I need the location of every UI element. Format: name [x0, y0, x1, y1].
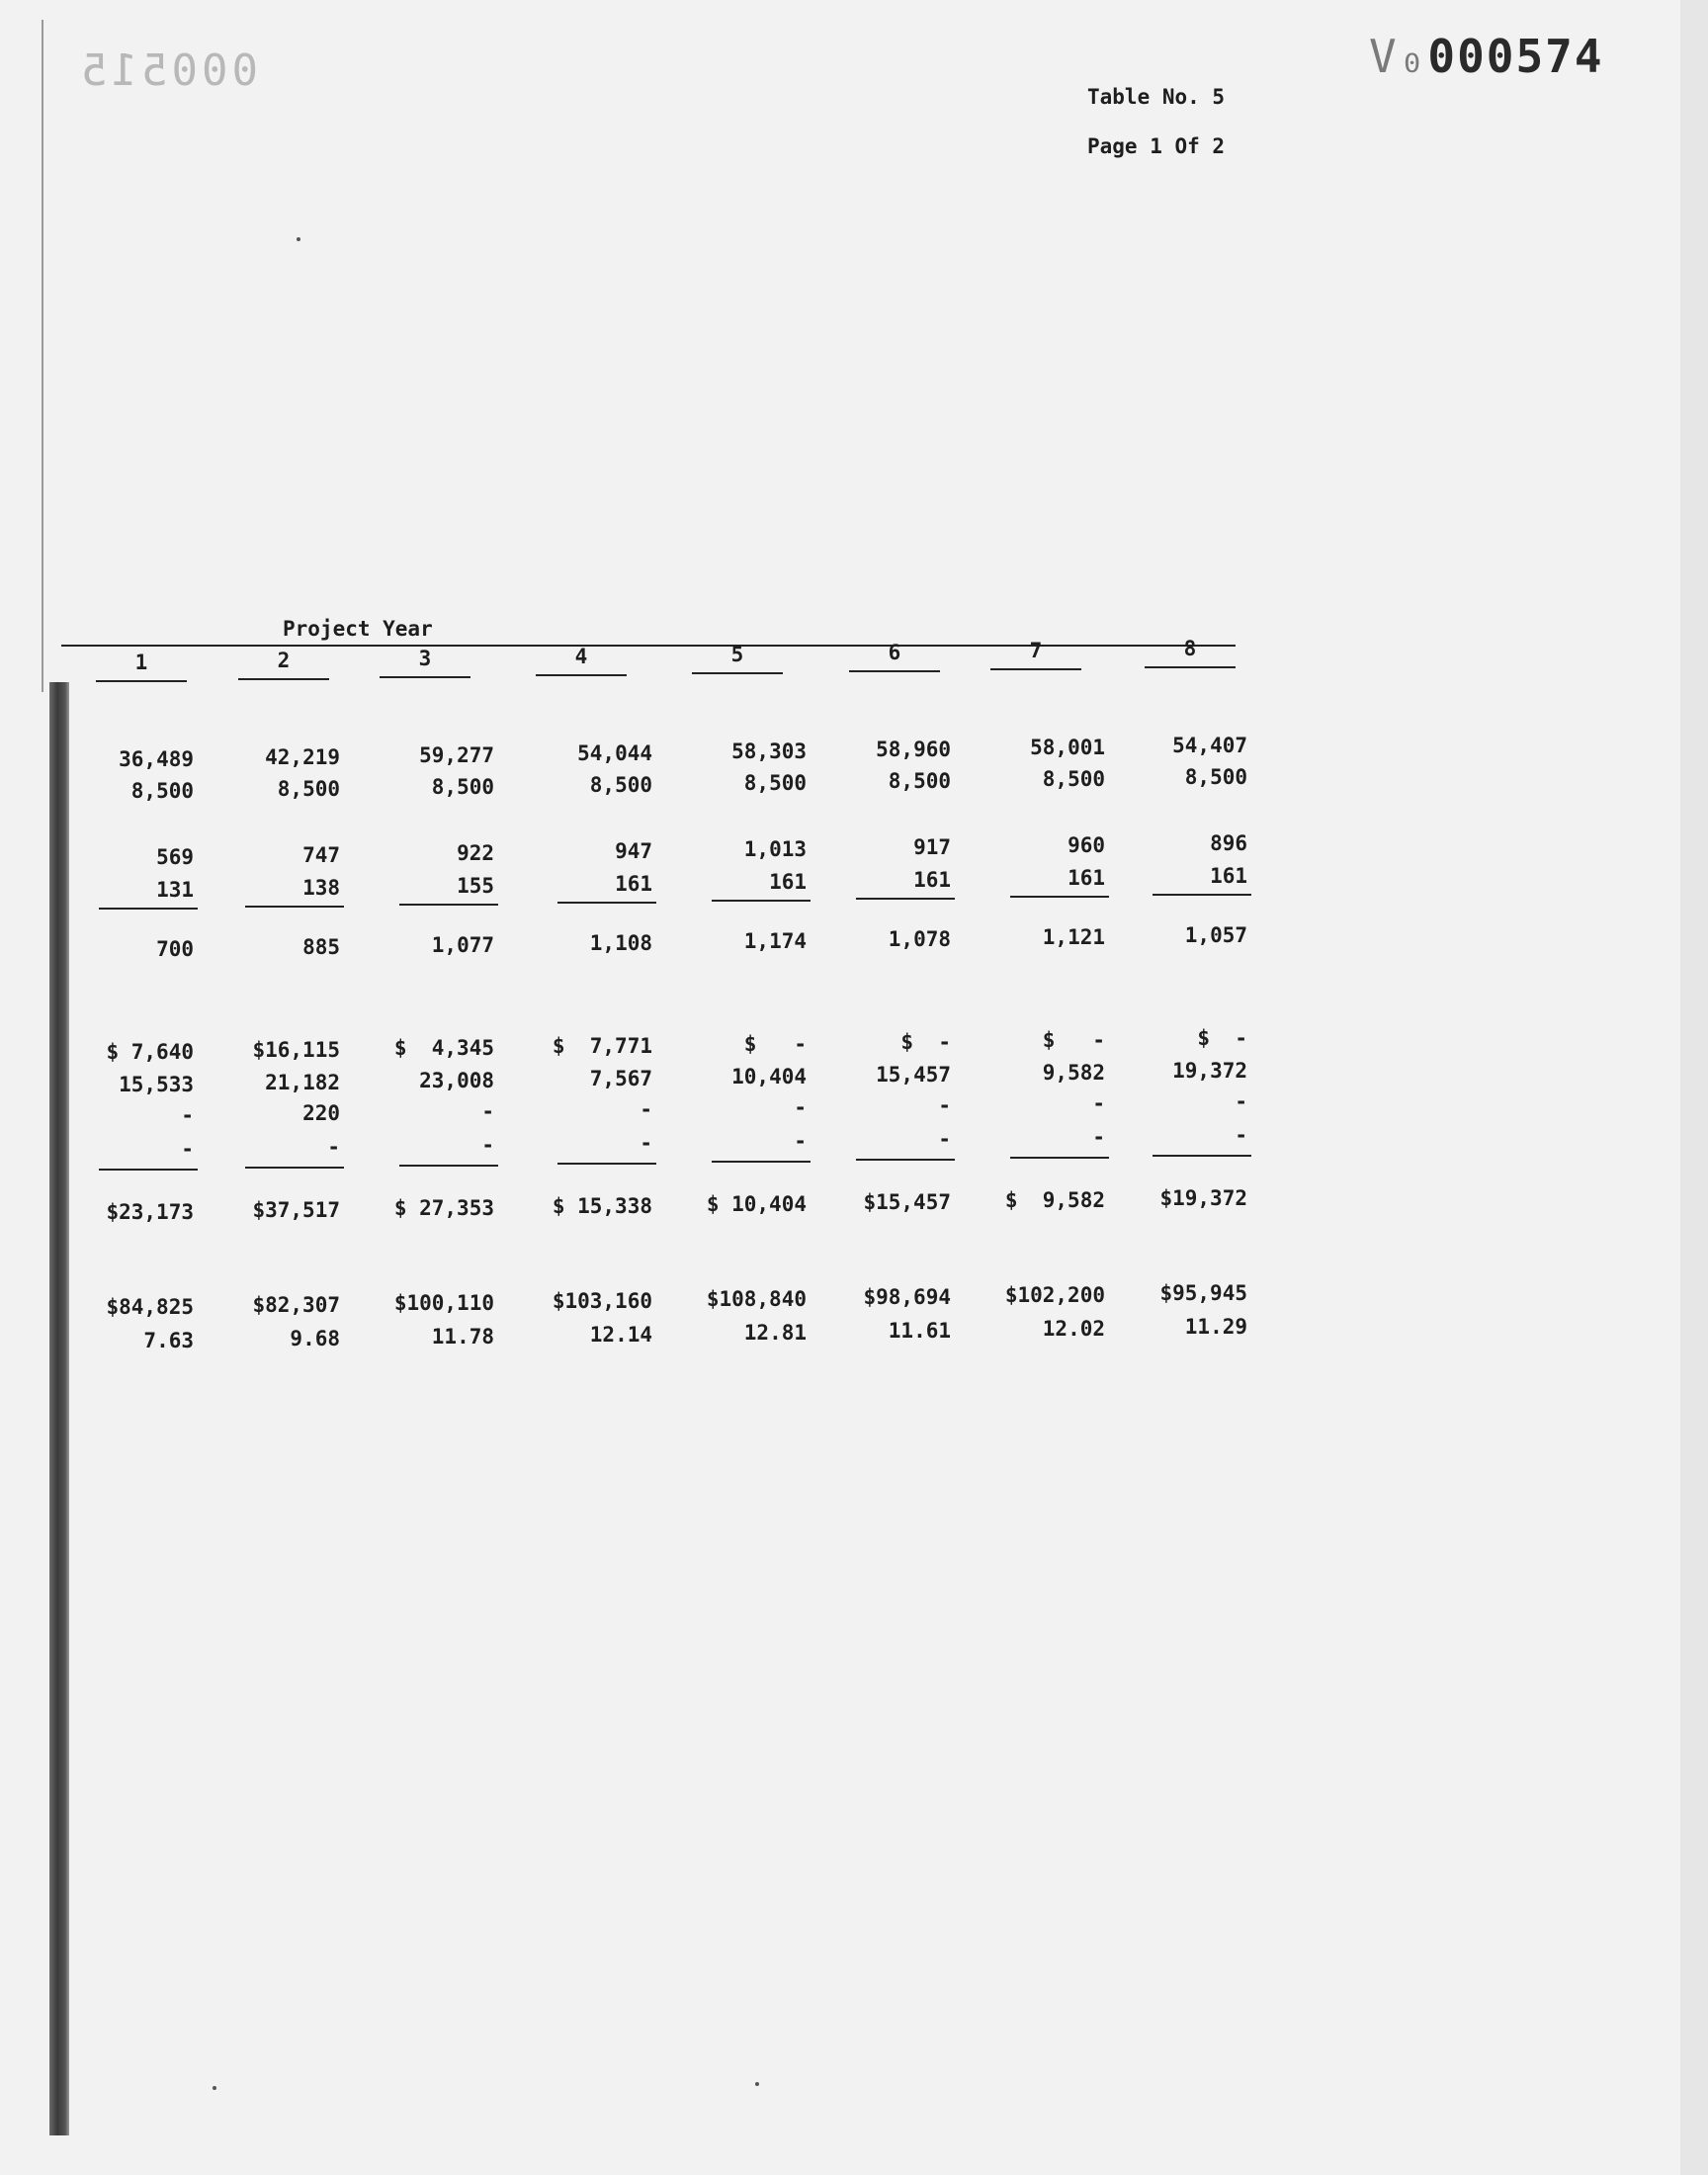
table-cell: 12.81 [743, 1321, 807, 1345]
subtotal-rule [856, 1159, 955, 1161]
table-cell: 8,500 [431, 775, 494, 799]
table-cell: 1,121 [1042, 925, 1105, 949]
column-header-4: 4 [574, 645, 588, 668]
table-cell: 9.68 [290, 1327, 340, 1350]
table-cell: $ 9,582 [1004, 1188, 1105, 1212]
subtotal-rule [99, 908, 198, 910]
column-header-1: 1 [134, 651, 148, 674]
table-cell: 960 [1068, 833, 1105, 857]
table-cell: - [1235, 1123, 1247, 1147]
table-cell: $98,694 [863, 1285, 951, 1309]
table-cell: 54,044 [577, 741, 652, 765]
table-cell: 747 [302, 843, 340, 867]
table-cell: 8,500 [277, 777, 340, 801]
subtotal-rule [557, 902, 656, 904]
table-cell: 138 [302, 876, 340, 900]
table-cell: 7,567 [589, 1067, 652, 1090]
column-header-underline [1145, 666, 1236, 668]
table-cell: $15,457 [863, 1190, 951, 1214]
table-cell: - [1092, 1125, 1105, 1149]
table-cell: 161 [913, 868, 951, 892]
table-cell: 12.02 [1042, 1317, 1105, 1341]
table-cell: 155 [457, 874, 494, 898]
table-cell: $82,307 [252, 1293, 340, 1317]
column-header-underline [96, 680, 187, 682]
table-cell: $19,372 [1159, 1186, 1247, 1210]
table-cell: 59,277 [419, 743, 494, 767]
stamp-prefix: V₀ [1369, 30, 1428, 83]
column-header-5: 5 [730, 643, 744, 666]
project-year-label: Project Year [283, 617, 433, 641]
table-cell: 8,500 [589, 773, 652, 797]
bleed-through-stamp: 000515 [77, 45, 258, 96]
table-cell: 131 [156, 878, 194, 902]
table-cell: $ - [1042, 1028, 1105, 1052]
table-cell: - [640, 1131, 652, 1155]
table-cell: 1,057 [1184, 923, 1247, 947]
subtotal-rule [856, 898, 955, 900]
column-header-underline [692, 672, 783, 674]
table-cell: 36,489 [119, 747, 194, 771]
column-header-underline [849, 670, 940, 672]
subtotal-rule [557, 1163, 656, 1165]
table-cell: 54,407 [1172, 734, 1247, 757]
table-cell: - [640, 1097, 652, 1121]
table-cell: 8,500 [1042, 767, 1105, 791]
column-header-underline [536, 674, 627, 676]
table-cell: 11.61 [888, 1319, 951, 1343]
table-number: Table No. 5 [1087, 85, 1226, 109]
table-cell: $ 7,640 [106, 1040, 194, 1064]
table-cell: $102,200 [1004, 1283, 1105, 1307]
subtotal-rule [399, 1165, 498, 1167]
table-cell: 23,008 [419, 1069, 494, 1092]
subtotal-rule [245, 1167, 344, 1169]
subtotal-rule [1010, 896, 1109, 898]
table-cell: 8,500 [888, 769, 951, 793]
table-cell: 11.29 [1184, 1315, 1247, 1339]
table-cell: 947 [615, 839, 652, 863]
table-cell: 8,500 [743, 771, 807, 795]
scan-edge [1680, 0, 1708, 2175]
table-cell: 1,013 [743, 837, 807, 861]
table-cell: 7.63 [143, 1329, 194, 1352]
table-cell: 896 [1210, 831, 1247, 855]
table-cell: $84,825 [106, 1295, 194, 1319]
document-control-stamp [1369, 30, 1604, 83]
table-cell: 11.78 [431, 1325, 494, 1348]
table-cell: 161 [615, 872, 652, 896]
table-cell: 161 [1210, 864, 1247, 888]
table-cell: 21,182 [265, 1071, 340, 1094]
table-cell: 42,219 [265, 745, 340, 769]
column-header-underline [380, 676, 470, 678]
column-header-8: 8 [1183, 637, 1197, 660]
table-cell: - [1092, 1091, 1105, 1115]
column-header-2: 2 [277, 649, 291, 672]
table-cell: $ 15,338 [552, 1194, 652, 1218]
table-cell: 1,077 [431, 933, 494, 957]
table-cell: 10,404 [731, 1065, 807, 1088]
subtotal-rule [712, 900, 811, 902]
column-header-3: 3 [418, 647, 432, 670]
table-cell: $ - [743, 1032, 807, 1056]
table-cell: $ 27,353 [393, 1196, 494, 1220]
table-cell: - [327, 1135, 340, 1159]
table-cell: 58,960 [876, 738, 951, 761]
table-cell: 12.14 [589, 1323, 652, 1347]
table-cell: 1,108 [589, 931, 652, 955]
header-rule [61, 645, 1236, 647]
table-cell: 885 [302, 935, 340, 959]
table-cell: 58,001 [1030, 736, 1105, 759]
table-cell: 1,078 [888, 927, 951, 951]
table-cell: $108,840 [706, 1287, 807, 1311]
table-cell: 1,174 [743, 929, 807, 953]
table-cell: - [794, 1095, 807, 1119]
binder-edge-line [42, 20, 43, 692]
table-cell: - [481, 1133, 494, 1157]
table-cell: 220 [302, 1101, 340, 1125]
page-indicator: Page 1 Of 2 [1087, 134, 1226, 158]
column-header-7: 7 [1029, 639, 1043, 662]
table-cell: 58,303 [731, 740, 807, 763]
table-cell: $100,110 [393, 1291, 494, 1315]
table-cell: $ - [1197, 1026, 1247, 1050]
subtotal-rule [399, 904, 498, 906]
table-cell: $ - [900, 1030, 951, 1054]
subtotal-rule [99, 1169, 198, 1171]
table-cell: 700 [156, 937, 194, 961]
table-cell: 8,500 [1184, 765, 1247, 789]
subtotal-rule [712, 1161, 811, 1163]
table-cell: - [794, 1129, 807, 1153]
speck [297, 237, 300, 241]
table-cell: - [938, 1093, 951, 1117]
table-cell: $ 10,404 [706, 1192, 807, 1216]
table-cell: 15,533 [119, 1073, 194, 1096]
table-cell: $37,517 [252, 1198, 340, 1222]
table-cell: 15,457 [876, 1063, 951, 1087]
table-cell: $103,160 [552, 1289, 652, 1313]
table-cell: 161 [769, 870, 807, 894]
subtotal-rule [1010, 1157, 1109, 1159]
column-header-6: 6 [888, 641, 901, 664]
stamp-number: 000574 [1427, 30, 1604, 83]
table-cell: - [1235, 1089, 1247, 1113]
speck [213, 2086, 216, 2090]
subtotal-rule [1153, 1155, 1251, 1157]
table-cell: $16,115 [252, 1038, 340, 1062]
table-cell: - [181, 1103, 194, 1127]
table-cell: 161 [1068, 866, 1105, 890]
table-cell: 922 [457, 841, 494, 865]
speck [755, 2082, 759, 2086]
column-header-underline [990, 668, 1081, 670]
table-cell: - [481, 1099, 494, 1123]
column-header-underline [238, 678, 329, 680]
subtotal-rule [1153, 894, 1251, 896]
table-cell: $95,945 [1159, 1281, 1247, 1305]
table-cell: 19,372 [1172, 1059, 1247, 1083]
table-cell: 569 [156, 845, 194, 869]
table-cell: $23,173 [106, 1200, 194, 1224]
subtotal-rule [245, 906, 344, 908]
table-cell: - [181, 1137, 194, 1161]
table-cell: $ 4,345 [393, 1036, 494, 1060]
table-cell: 8,500 [130, 779, 194, 803]
table-cell: 9,582 [1042, 1061, 1105, 1085]
table-cell: $ 7,771 [552, 1034, 652, 1058]
table-cell: - [938, 1127, 951, 1151]
table-cell: 917 [913, 835, 951, 859]
